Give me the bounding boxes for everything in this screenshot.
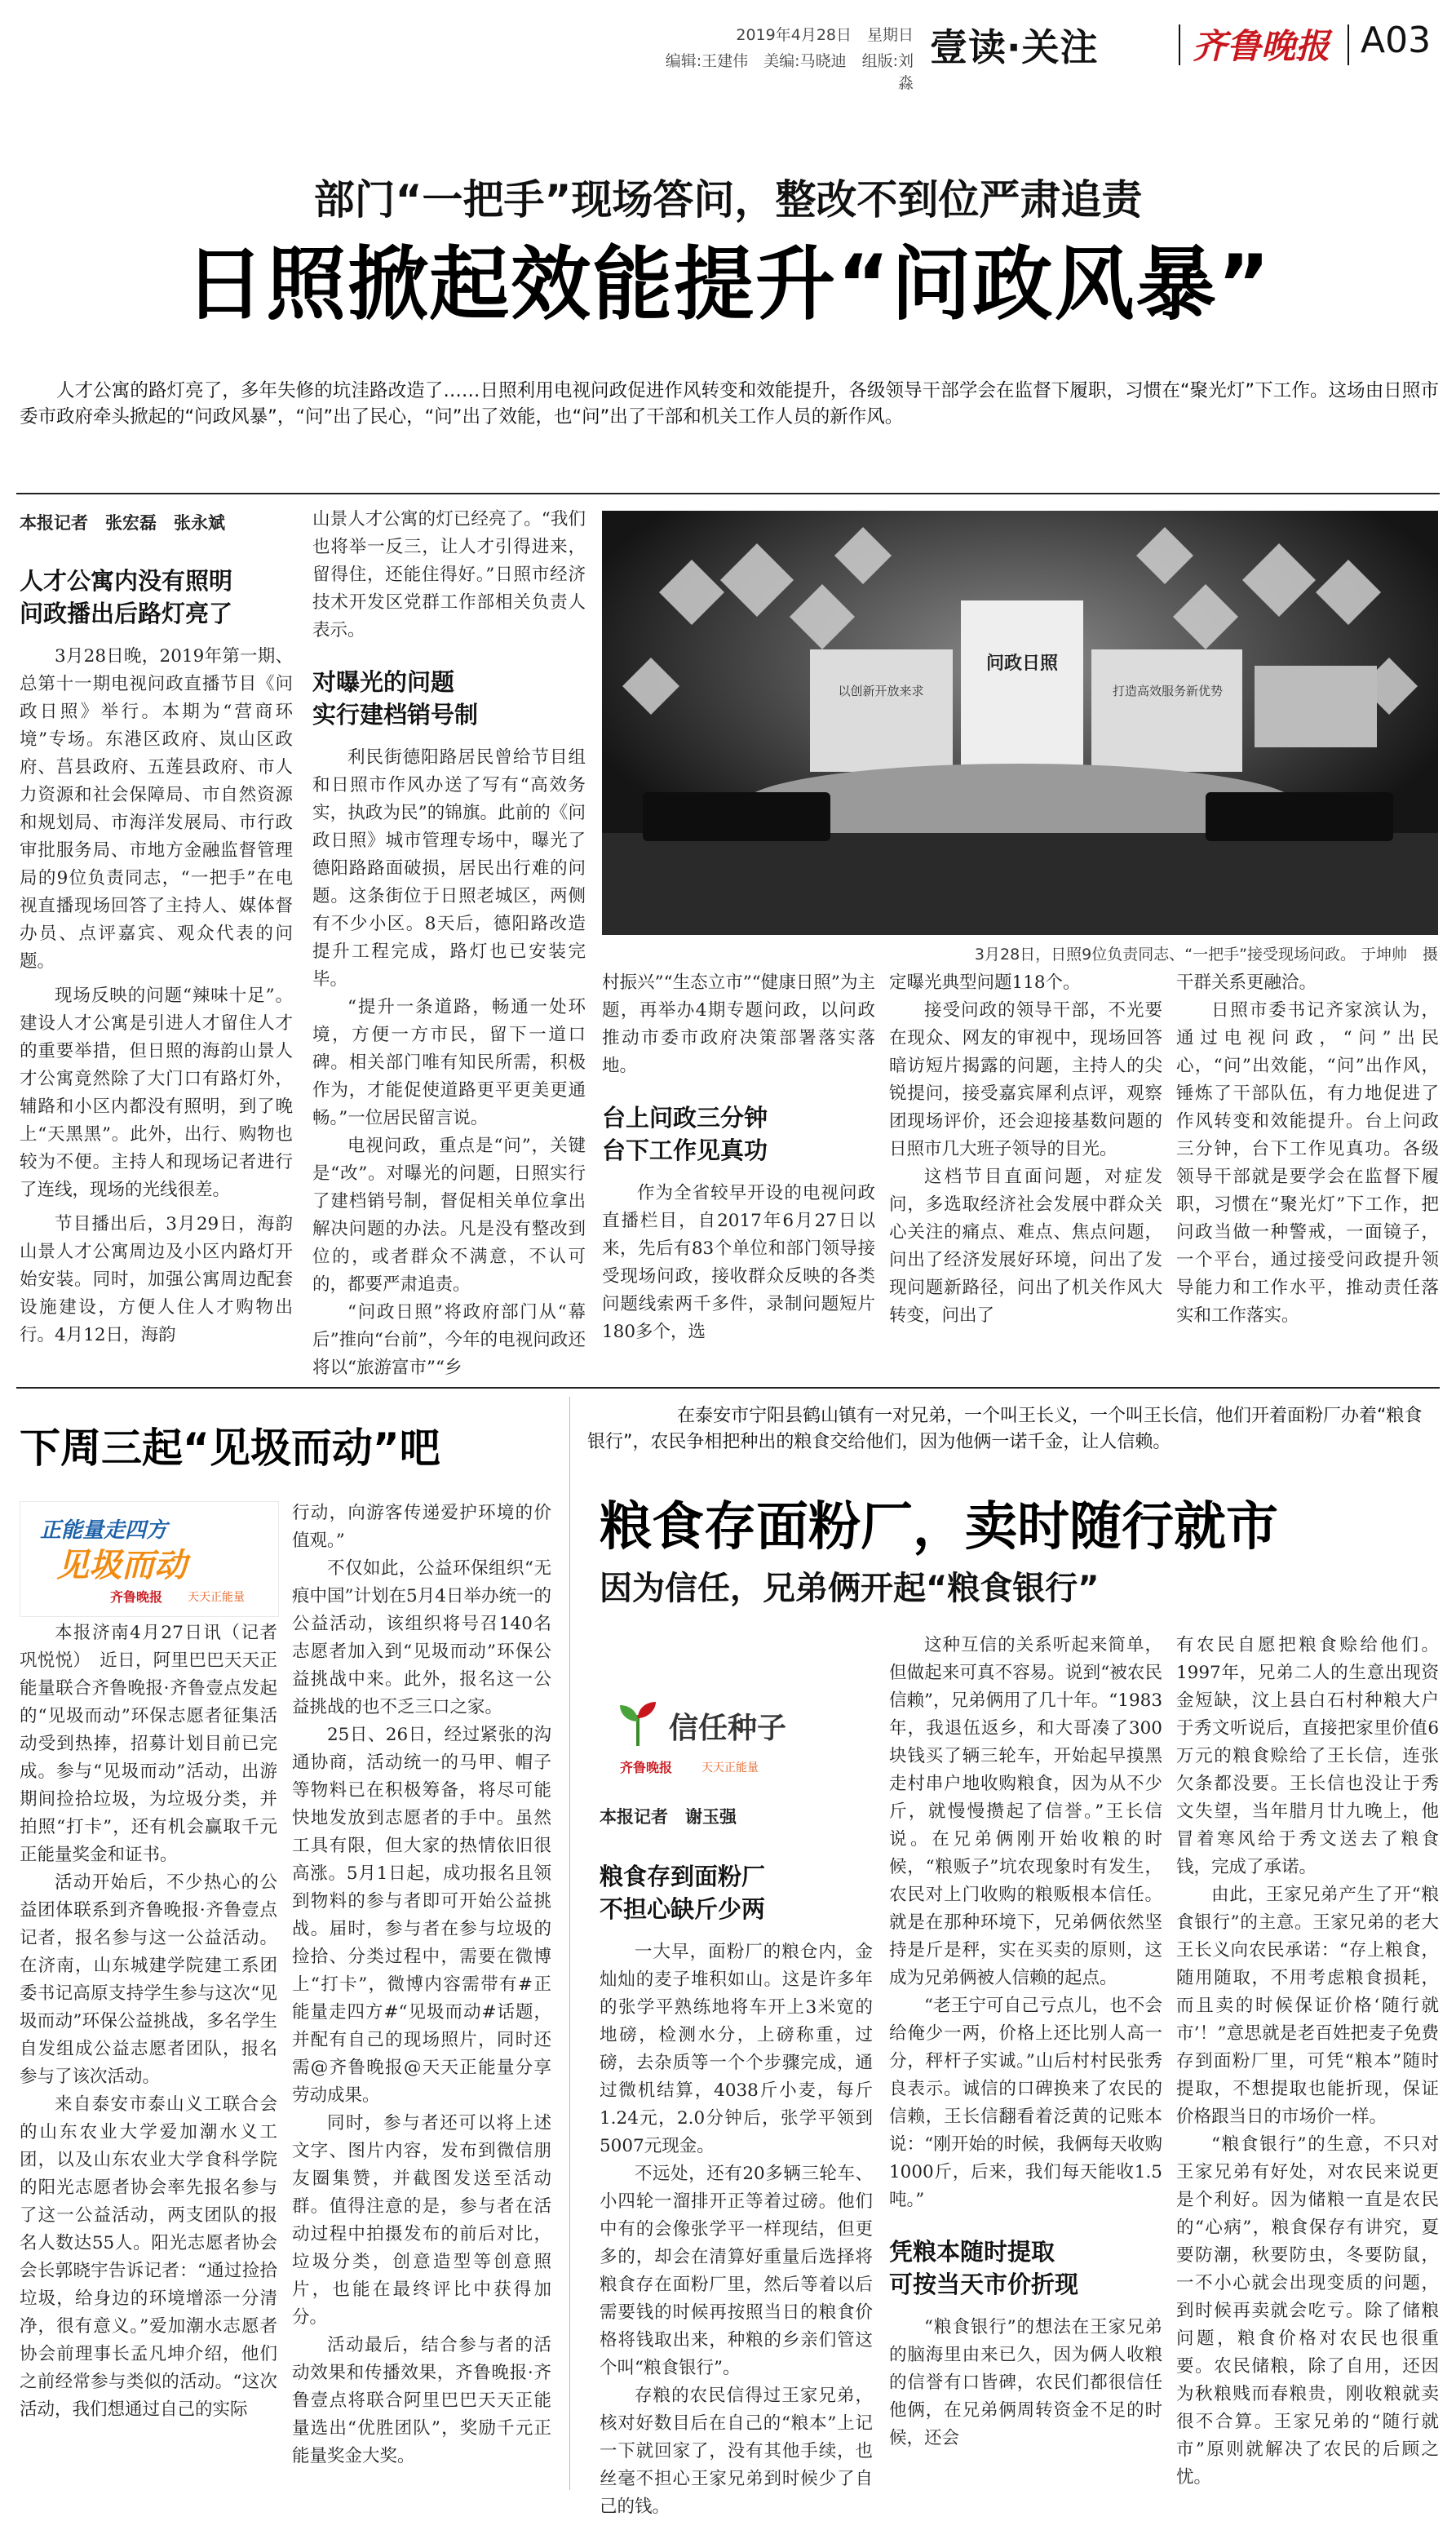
logo-top-text: 正能量走四方 <box>40 1518 168 1543</box>
page-number: A03 <box>1361 20 1432 61</box>
story3-intro: 在泰安市宁阳县鹤山镇有一对兄弟，一个叫王长义，一个叫王长信，他们开着面粉厂办着“粮食银行”，农民争相把种出的粮食交给他们，因为他俩一诺千金，让人信赖。 <box>587 1406 1423 1452</box>
paragraph: 本报济南4月27日讯（记者 巩悦悦） 近日，阿里巴巴天天正能量联合齐鲁晚报·齐鲁壹点发起的“见圾而动”环保志愿者征集活动受到热捧，招募计划目前已完成。参与“见圾而动”活动，出游期间捡拾垃圾，为垃圾分类，并拍照“打卡”，还有机会赢取千元正能量奖金和证书。 <box>20 1623 295 1865</box>
logo-sub-text: 天天正能量 <box>188 1591 245 1604</box>
photo-caption: 3月28日，日照9位负责同志、“一把手”接受现场问政。 于坤帅 摄 <box>974 946 1438 964</box>
paragraph: 来自泰安市泰山义工联合会的山东农业大学爱加潮水义工团，以及山东农业大学食科学院的阳光志愿者协会率先报名参与了这一公益活动，两支团队的报名人数达55人。阳光志愿者协会会长郭晓宇告诉记者：“通过捡拾垃圾，给身边的环境增添一分清净，很有意义。”爱加潮水志愿者协会前理事长孟凡坤介绍，他们之前经常参与类似的活动。“这次活动，我们想通过自己的实际 <box>20 2094 277 2420</box>
story3-byline: 本报记者 谢玉强 <box>600 1807 737 1827</box>
paragraph: 日照市委书记齐家滨认为，通过电视问政，“问”出民心，“问”出效能，“问”出作风，锤炼了干部队伍，有力地促进了作风转变和效能提升。台上问政三分钟，台下工作见真功。各级领导干部就是要学会在监督下履职，习惯在“聚光灯”下工作，把问政当做一种警戒，一面镜子，一个平台，通过接受问政提升领导能力和工作水平，推动责任落实和工作落实。 <box>1176 1000 1439 1326</box>
seed-icon <box>612 1697 664 1749</box>
logo-sub-text: 天天正能量 <box>701 1761 759 1774</box>
screen-title: 问政日照 <box>985 654 1058 674</box>
editors-line: 编辑:王建伟 美编:马晓迪 组版:刘淼 <box>665 52 914 92</box>
story1-subhead-1: 人才公寓内没有照明 问政播出后路灯亮了 <box>20 567 233 627</box>
paragraph: 这种互信的关系听起来简单，但做起来可真不容易。说到“被农民信赖”，兄弟俩用了几十年。“1983年，我退伍返乡，和大哥凑了300块钱买了辆三轮车，开始起早摸黑走村串户地收购粮食，因为从不少斤，就慢慢攒起了信誉。”王长信说。在兄弟俩刚开始收粮的时候，“粮贩子”坑农现象时有发生，农民对上门收购的粮贩根本信任。就是在那种环境下，兄弟俩依然坚持是斤是秤，实在买卖的原则，这成为兄弟俩被人信赖的起点。 <box>889 1635 1162 1988</box>
story1-kicker: 部门“一把手”现场答问，整改不到位严肃追责 <box>313 176 1143 224</box>
paragraph: 这档节目直面问题，对症发问，多选取经济社会发展中群众关心关注的痛点、难点、焦点问题，问出了经济发展好环境，问出了发现问题新路径，问出了机关作风大转变，问出了 <box>889 1167 1162 1326</box>
story1-column-5 <box>1176 969 1439 1361</box>
issue-date: 2019年4月28日 星期日 <box>736 26 914 44</box>
paragraph: 电视问政，重点是“问”，关键是“改”。对曝光的问题，日照实行了建档销号制，督促相关单位拿出解决问题的办法。凡是没有整改到位的，或者群众不满意，不认可的，都要严肃追责。 <box>312 1136 586 1295</box>
paragraph: 作为全省较早开设的电视问政直播栏目，自2017年6月27日以来，先后有83个单位和部门领导接受现场问政，接收群众反映的各类问题线索两千多件，录制问题短片180多个，选 <box>602 1183 875 1342</box>
paragraph: 干群关系更融洽。 <box>1176 973 1317 993</box>
story3-column-3 <box>1176 1632 1439 2492</box>
paragraph: 活动最后，结合参与者的活动效果和传播效果，齐鲁晚报·齐鲁壹点将联合阿里巴巴天天正能量选出“优胜团队”，奖励千元正能量奖金大奖。 <box>292 2335 551 2466</box>
paragraph: 活动开始后，不少热心的公益团体联系到齐鲁晚报·齐鲁壹点记者，报名参与这一公益活动。在济南，山东城建学院建工系团委书记高原支持学生参与这次“见圾而动”环保公益挑战，多名学生自发组成公益志愿者团队，报名参与了该次活动。 <box>20 1872 277 2087</box>
paragraph: 村振兴”“生态立市”“健康日照”为主题，再举办4期专题问政，以问政推动市委市政府决策部署落实落地。 <box>602 973 875 1076</box>
screen-right-text: 打造高效服务新优势 <box>1112 684 1223 698</box>
section-name: 壹读·关注 <box>930 25 1099 69</box>
paragraph: 有农民自愿把粮食赊给他们。1997年，兄弟二人的生意出现资金短缺，汶上县白石村种粮大户于秀文听说后，直接把家里价值6万元的粮食赊给了王长信，连张欠条都没要。王长信也没让于秀文失望，当年腊月廿九晚上，他冒着寒风给于秀文送去了粮食钱，完成了承诺。 <box>1176 1635 1439 1877</box>
story3-subhead-2: 凭粮本随时提取 可按当天市价折现 <box>889 2238 1079 2298</box>
paper-logo: 齐鲁晚报 <box>1193 26 1330 66</box>
story1-column-4 <box>889 969 1162 1361</box>
logo-paper-text: 齐鲁晚报 <box>110 1589 163 1605</box>
paragraph: 25日、26日，经过紧张的沟通协商，活动统一的马甲、帽子等物料已在积极筹备，将尽可能快地发放到志愿者的手中。虽然工具有限，但大家的热情依旧很高涨。5月1日起，成功报名且领到物料的参与者即可开始公益挑战。届时，参与者在参与垃圾的捡拾、分类过程中，需要在微博上“打卡”，微博内容需带有#正能量走四方#“见圾而动#话题，并配有自己的现场照片，同时还需@齐鲁晚报@天天正能量分享劳动成果。 <box>292 1725 551 2106</box>
story2-logo <box>20 1501 279 1617</box>
logo-text: 信任种子 <box>669 1712 787 1745</box>
column-divider <box>569 1397 570 2490</box>
stage-photo-image <box>602 511 1438 935</box>
screen-left-text: 以创新开放来求 <box>838 684 924 698</box>
rule-middle <box>16 1387 1440 1389</box>
story1-column-3 <box>602 969 875 1361</box>
story1-column-1 <box>20 499 293 1364</box>
story3-column-2 <box>889 1632 1162 2492</box>
story2-column-1 <box>20 1619 295 2492</box>
story3-headline: 粮食存面粉厂，卖时随行就市 <box>600 1497 1278 1557</box>
masthead-divider <box>1179 24 1180 65</box>
story2-column-2 <box>292 1500 551 2491</box>
paragraph: 存粮的农民信得过王家兄弟，核对好数目后在自己的“粮本”上记一下就回家了，没有其他手续，也丝毫不担心王家兄弟到时候少了自己的钱。 <box>600 2386 873 2517</box>
stage-photo <box>602 511 1438 935</box>
paragraph: 利民街德阳路居民曾给节目组和日照市作风办送了写有“高效务实，执政为民”的锦旗。此前的《问政日照》城市管理专场中，曝光了德阳路路面破损，居民出行难的问题。这条街位于日照老城区，两侧有不少小区。8天后，德阳路改造提升工程完成，路灯也已安装完毕。 <box>312 747 586 990</box>
story1-subhead-2: 对曝光的问题 实行建档销号制 <box>312 668 479 729</box>
paragraph: “粮食银行”的生意，不只对王家兄弟有好处，对农民来说更是个利好。因为储粮一直是农民的“心病”，粮食保存有讲究，夏要防潮，秋要防虫，冬要防鼠，一不小心就会出现变质的问题，到时候再卖就会吃亏。除了储粮问题，粮食价格对农民也很重要。农民储粮，除了自用，还因为秋粮贱而春粮贵，刚收粮就卖很不合算。王家兄弟的“随行就市”原则就解决了农民的后顾之忧。 <box>1176 2134 1439 2488</box>
story2-headline: 下周三起“见圾而动”吧 <box>20 1424 440 1472</box>
story3-logo <box>612 1697 848 1795</box>
paragraph: 现场反映的问题“辣味十足”。建设人才公寓是引进人才留住人才的重要举措，但日照的海韵山景人才公寓竟然除了大门口有路灯外，辅路和小区内都没有照明，到了晚上“天黑黑”。此外，出行、购物也较为不便。主持人和现场记者进行了连线，现场的光线很差。 <box>20 986 293 1200</box>
logo-paper-text: 齐鲁晚报 <box>620 1760 673 1775</box>
paragraph: “老王宁可自己亏点儿，也不会给俺少一两，价格上还比别人高一分，秤杆子实诚。”山后村村民张秀良表示。诚信的口碑换来了农民的信赖，王长信翻看着泛黄的记账本说：“刚开始的时候，我俩每天收购1000斤，后来，我们每天能收1.5吨。” <box>889 1996 1162 2210</box>
paragraph: 节目播出后，3月29日，海韵山景人才公寓周边及小区内路灯开始安装。同时，加强公寓周边配套设施建设，方便人住人才购物出行。4月12日，海韵 <box>20 1214 293 1345</box>
story1-byline: 本报记者 张宏磊 张永斌 <box>20 513 225 533</box>
paragraph: 定曝光典型问题118个。 <box>889 973 1081 993</box>
paragraph: 同时，参与者还可以将上述文字、图片内容，发布到微信朋友圈集赞，并截图发送至活动群。值得注意的是，参与者在活动过程中拍摄发布的前后对比，垃圾分类，创意造型等创意照片，也能在最终评比中获得加分。 <box>292 2113 551 2328</box>
story3-column-1 <box>600 1803 873 2517</box>
paragraph: 由此，王家兄弟产生了开“粮食银行”的主意。王家兄弟的老大王长义向农民承诺：“存上粮食，随用随取，不用考虑粮食损耗，而且卖的时候保证价格‘随行就市’！”意思就是老百姓把麦子免费存到面粉厂里，可凭“粮本”随时提取，不想提取也能折现，保证价格跟当日的市场价一样。 <box>1176 1885 1439 2127</box>
story3-subhead-1: 粮食存到面粉厂 不担心缺斤少两 <box>600 1863 766 1923</box>
masthead-divider-2 <box>1348 24 1349 65</box>
paragraph: “粮食银行”的想法在王家兄弟的脑海里由来已久，因为俩人收粮的信誉有口皆碑，农民们都很信任他俩，在兄弟俩周转资金不足的时候，还会 <box>889 2317 1162 2448</box>
story1-subhead-3: 台上问政三分钟 台下工作见真功 <box>602 1104 768 1164</box>
paragraph: 山景人才公寓的灯已经亮了。“我们也将举一反三，让人才引得进来，留得住，还能住得好。”日照市经济技术开发区党群工作部相关负责人表示。 <box>312 509 586 640</box>
paragraph: 3月28日晚，2019年第一期、总第十一期电视问政直播节目《问政日照》举行。本期为“营商环境”专场。东港区政府、岚山区政府、莒县政府、五莲县政府、市人力资源和社会保障局、市自然资源和规划局、市海洋发展局、市行政审批服务局、市地方金融监督管理局的9位负责同志，“一把手”在电视直播现场回答了主持人、媒体督办员、点评嘉宾、观众代表的问题。 <box>20 646 293 972</box>
paragraph: “问政日照”将政府部门从“幕后”推向“台前”，今年的电视问政还将以“旅游富市”“乡 <box>312 1302 586 1378</box>
rule-top <box>16 493 1440 494</box>
paragraph: 不仅如此，公益环保组织“无痕中国”计划在5月4日举办统一的公益活动，该组织将号召140名志愿者加入到“见圾而动”环保公益挑战中来。此外，报名这一公益挑战的也不乏三口之家。 <box>292 1558 551 1717</box>
story1-lead: 人才公寓的路灯亮了，多年失修的坑洼路改造了……日照利用电视问政促进作风转变和效能提升，各级领导干部学会在监督下履职，习惯在“聚光灯”下工作。这场由日照市委市政府牵头掀起的“问政风暴”，“问”出了民心，“问”出了效能，也“问”出了干部和机关工作人员的新作风。 <box>20 380 1439 428</box>
paragraph: 接受问政的领导干部，不光要在现众、网友的审视中，现场回答暗访短片揭露的问题，主持人的尖锐提问，接受嘉宾犀利点评，观察团现场评价，还会迎接基数问题的日照市几大班子领导的目光。 <box>889 1000 1162 1159</box>
paragraph: 行动，向游客传递爱护环境的价值观。” <box>292 1503 551 1551</box>
paragraph: 不远处，还有20多辆三轮车、小四轮一溜排开正等着过磅。他们中有的会像张学平一样现结，但更多的，却会在清算好重量后选择将粮食存在面粉厂里，然后等着以后需要钱的时候再按照当日的粮食价格将钱取出来，种粮的乡亲们管这个叫“粮食银行”。 <box>600 2164 873 2378</box>
story3-subhead: 因为信任，兄弟俩开起“粮食银行” <box>600 1570 1100 1607</box>
logo-main-text: 见圾而动 <box>56 1547 187 1584</box>
story1-column-2 <box>312 506 586 1378</box>
paragraph: “提升一条道路，畅通一处环境，方便一方市民，留下一道口碑。相关部门唯有知民所需，积极作为，才能促使道路更平更美更通畅。”一位居民留言说。 <box>312 997 586 1128</box>
story1-headline: 日照掀起效能提升“问政风暴” <box>184 238 1272 331</box>
paragraph: 一大早，面粉厂的粮仓内，金灿灿的麦子堆积如山。这是许多年的张学平熟练地将车开上3米宽的地磅，检测水分，上磅称重，过磅，去杂质等一个个步骤完成，通过微机结算，4038斤小麦，每斤1.24元，2.0分钟后，张学平领到5007元现金。 <box>600 1942 873 2156</box>
